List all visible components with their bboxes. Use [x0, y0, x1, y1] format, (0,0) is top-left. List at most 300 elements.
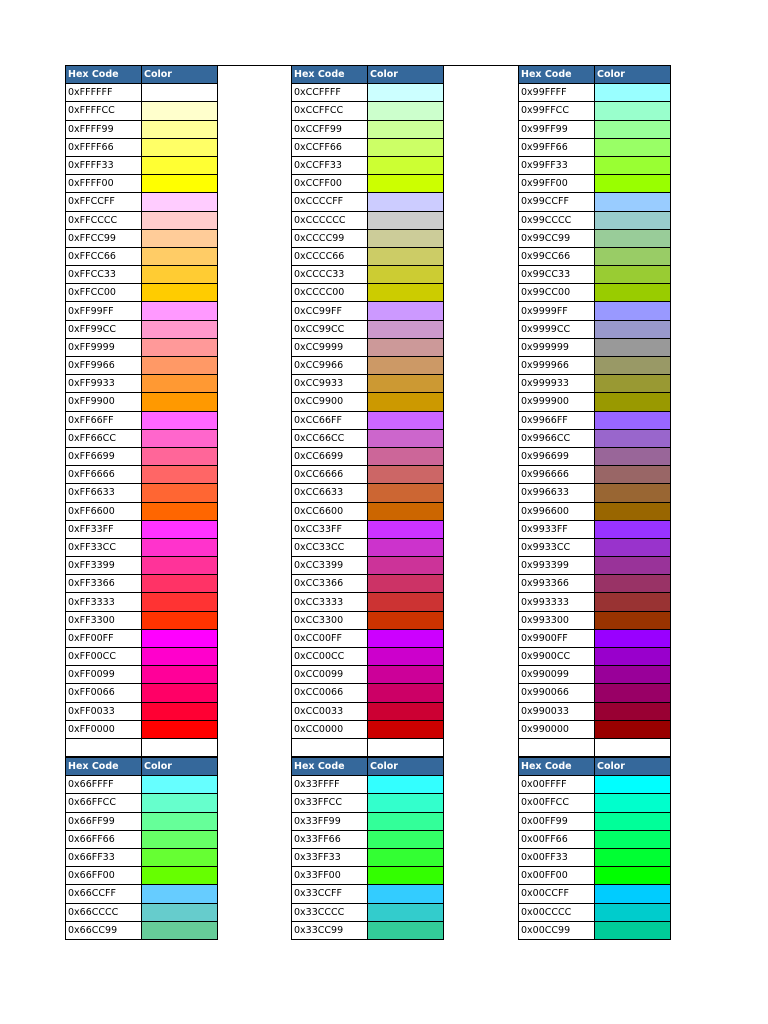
- color-swatch: [368, 102, 444, 120]
- color-swatch: [142, 138, 218, 156]
- table-row: [519, 466, 671, 484]
- color-swatch: [368, 393, 444, 411]
- hex-code-cell: 0xCC9999: [292, 338, 368, 356]
- hex-code-cell: 0x990033: [519, 702, 595, 720]
- hex-code-cell: 0xFF0099: [66, 666, 142, 684]
- table-row: [292, 776, 444, 794]
- color-swatch: [368, 812, 444, 830]
- table-row: [292, 575, 444, 593]
- hex-code-cell: 0xFF0033: [66, 702, 142, 720]
- hex-code-cell: 0xCC33FF: [292, 520, 368, 538]
- hex-code-cell: 0xFFFF00: [66, 175, 142, 193]
- table-row: [292, 867, 444, 885]
- table-row: [66, 229, 218, 247]
- color-swatch: [142, 830, 218, 848]
- table-row: [292, 120, 444, 138]
- hex-code-cell: 0xFFCC66: [66, 247, 142, 265]
- hex-code-cell: 0xCC9966: [292, 357, 368, 375]
- color-swatch: [142, 502, 218, 520]
- table-row: [519, 229, 671, 247]
- table-row: [292, 629, 444, 647]
- hex-code-cell: 0xCCFF66: [292, 138, 368, 156]
- color-swatch: [142, 411, 218, 429]
- table-row: [66, 848, 218, 866]
- hex-code-cell: 0xFF0000: [66, 720, 142, 738]
- color-swatch: [595, 266, 671, 284]
- hex-code-cell: 0xCC66FF: [292, 411, 368, 429]
- color-swatch: [595, 429, 671, 447]
- color-swatch: [368, 484, 444, 502]
- color-swatch: [142, 284, 218, 302]
- hex-code-cell: 0x00FFCC: [519, 794, 595, 812]
- table-row: [292, 175, 444, 193]
- hex-code-header: Hex Code: [292, 758, 368, 776]
- color-swatch: [142, 593, 218, 611]
- hex-code-cell: 0xCC3366: [292, 575, 368, 593]
- table-row: [519, 447, 671, 465]
- table-row: [292, 921, 444, 939]
- color-swatch: [595, 720, 671, 738]
- color-swatch: [595, 830, 671, 848]
- color-swatch: [368, 684, 444, 702]
- hex-code-cell: 0x9966FF: [519, 411, 595, 429]
- color-swatch: [142, 302, 218, 320]
- hex-code-cell: 0xFF9999: [66, 338, 142, 356]
- color-swatch: [368, 411, 444, 429]
- hex-code-cell: 0x99FF66: [519, 138, 595, 156]
- color-swatch: [595, 466, 671, 484]
- table-row: [519, 247, 671, 265]
- top-connector-line-1: [216, 65, 291, 66]
- table-row: [292, 520, 444, 538]
- table-row: [519, 629, 671, 647]
- table-row: [292, 447, 444, 465]
- hex-code-cell: 0x99FFFF: [519, 84, 595, 102]
- blank-row: [519, 738, 671, 756]
- blank-cell: [519, 738, 595, 756]
- color-swatch: [368, 320, 444, 338]
- hex-code-cell: 0x993366: [519, 575, 595, 593]
- table-row: [519, 138, 671, 156]
- color-swatch: [595, 502, 671, 520]
- table-row: [66, 885, 218, 903]
- table-row: [519, 611, 671, 629]
- hex-code-cell: 0x996666: [519, 466, 595, 484]
- table-row: [66, 903, 218, 921]
- table-row: [66, 520, 218, 538]
- hex-code-cell: 0x99FFCC: [519, 102, 595, 120]
- color-swatch: [368, 830, 444, 848]
- table-row: [66, 393, 218, 411]
- color-swatch: [368, 903, 444, 921]
- color-swatch: [142, 211, 218, 229]
- color-swatch: [595, 629, 671, 647]
- table-row: [66, 484, 218, 502]
- header-row: [292, 66, 444, 84]
- hex-code-cell: 0x996633: [519, 484, 595, 502]
- hex-code-cell: 0x66CCCC: [66, 903, 142, 921]
- color-swatch: [595, 156, 671, 174]
- hex-code-cell: 0x99FF99: [519, 120, 595, 138]
- color-header: Color: [142, 66, 218, 84]
- color-swatch: [142, 575, 218, 593]
- table-row: [66, 138, 218, 156]
- color-swatch: [595, 175, 671, 193]
- color-swatch: [595, 575, 671, 593]
- header-row: [66, 758, 218, 776]
- hex-code-cell: 0xCCFFCC: [292, 102, 368, 120]
- table-row: [519, 84, 671, 102]
- table-row: [66, 266, 218, 284]
- table-row: [66, 830, 218, 848]
- color-swatch: [142, 247, 218, 265]
- hex-code-cell: 0x66FF00: [66, 867, 142, 885]
- hex-code-cell: 0x33CCFF: [292, 885, 368, 903]
- table-row: [519, 812, 671, 830]
- table-row: [66, 320, 218, 338]
- table-row: [519, 921, 671, 939]
- hex-code-cell: 0x999966: [519, 357, 595, 375]
- color-swatch: [142, 702, 218, 720]
- blank-cell: [292, 738, 368, 756]
- hex-code-cell: 0xCC0099: [292, 666, 368, 684]
- header-row: [66, 66, 218, 84]
- color-swatch: [142, 447, 218, 465]
- header-row: [519, 758, 671, 776]
- hex-code-cell: 0xFF00CC: [66, 648, 142, 666]
- table-row: [519, 338, 671, 356]
- color-swatch: [368, 466, 444, 484]
- color-swatch: [142, 466, 218, 484]
- table-row: [292, 885, 444, 903]
- color-swatch: [595, 211, 671, 229]
- table-row: [519, 903, 671, 921]
- hex-code-cell: 0xFF3333: [66, 593, 142, 611]
- color-swatch: [368, 229, 444, 247]
- table-row: [292, 320, 444, 338]
- color-swatch: [595, 84, 671, 102]
- hex-code-cell: 0xCC6666: [292, 466, 368, 484]
- hex-code-cell: 0x996600: [519, 502, 595, 520]
- hex-code-cell: 0x66FFCC: [66, 794, 142, 812]
- table-row: [292, 812, 444, 830]
- color-swatch: [368, 357, 444, 375]
- hex-code-cell: 0xFF66FF: [66, 411, 142, 429]
- color-swatch: [368, 302, 444, 320]
- hex-code-header: Hex Code: [519, 66, 595, 84]
- color-swatch: [368, 502, 444, 520]
- color-swatch: [368, 375, 444, 393]
- hex-code-cell: 0x99CCCC: [519, 211, 595, 229]
- color-table-99: [518, 65, 671, 757]
- color-swatch: [142, 776, 218, 794]
- table-row: [519, 702, 671, 720]
- table-row: [292, 611, 444, 629]
- table-row: [292, 429, 444, 447]
- color-swatch: [368, 575, 444, 593]
- table-row: [292, 720, 444, 738]
- header-row: [292, 758, 444, 776]
- color-swatch: [595, 193, 671, 211]
- color-swatch: [595, 666, 671, 684]
- color-swatch: [142, 520, 218, 538]
- table-row: [292, 338, 444, 356]
- color-swatch: [595, 447, 671, 465]
- table-row: [292, 702, 444, 720]
- hex-code-cell: 0xFFFF33: [66, 156, 142, 174]
- hex-code-cell: 0xCCCCCC: [292, 211, 368, 229]
- table-row: [66, 429, 218, 447]
- color-swatch: [595, 538, 671, 556]
- hex-code-cell: 0x9900FF: [519, 629, 595, 647]
- table-row: [66, 175, 218, 193]
- color-swatch: [368, 776, 444, 794]
- hex-code-cell: 0xFFFF99: [66, 120, 142, 138]
- color-swatch: [368, 120, 444, 138]
- color-swatch: [368, 429, 444, 447]
- color-swatch: [368, 175, 444, 193]
- table-row: [519, 211, 671, 229]
- table-row: [66, 684, 218, 702]
- hex-code-cell: 0xCCCC99: [292, 229, 368, 247]
- table-row: [66, 357, 218, 375]
- blank-row: [292, 738, 444, 756]
- table-row: [292, 84, 444, 102]
- color-swatch: [368, 266, 444, 284]
- color-swatch: [368, 666, 444, 684]
- hex-code-cell: 0x00CCFF: [519, 885, 595, 903]
- table-row: [66, 921, 218, 939]
- table-row: [519, 484, 671, 502]
- color-swatch: [142, 648, 218, 666]
- hex-code-cell: 0xCCFF33: [292, 156, 368, 174]
- color-swatch: [368, 520, 444, 538]
- color-swatch: [595, 247, 671, 265]
- hex-code-cell: 0x99FF00: [519, 175, 595, 193]
- color-swatch: [142, 903, 218, 921]
- hex-code-cell: 0x99FF33: [519, 156, 595, 174]
- color-swatch: [595, 338, 671, 356]
- color-swatch: [595, 320, 671, 338]
- table-row: [292, 538, 444, 556]
- hex-code-cell: 0xFFCCFF: [66, 193, 142, 211]
- hex-code-cell: 0x00FF00: [519, 867, 595, 885]
- table-row: [519, 411, 671, 429]
- hex-code-cell: 0x993333: [519, 593, 595, 611]
- color-swatch: [142, 611, 218, 629]
- color-swatch: [142, 538, 218, 556]
- color-swatch: [595, 393, 671, 411]
- table-row: [66, 156, 218, 174]
- hex-code-cell: 0xFF6600: [66, 502, 142, 520]
- color-swatch: [142, 429, 218, 447]
- color-swatch: [368, 629, 444, 647]
- color-swatch: [595, 648, 671, 666]
- color-swatch: [595, 611, 671, 629]
- color-swatch: [595, 411, 671, 429]
- table-row: [66, 302, 218, 320]
- color-table-66: [65, 757, 218, 940]
- color-swatch: [368, 848, 444, 866]
- color-swatch: [595, 593, 671, 611]
- hex-code-cell: 0xCC6600: [292, 502, 368, 520]
- color-swatch: [142, 229, 218, 247]
- hex-code-cell: 0xCC99FF: [292, 302, 368, 320]
- color-header: Color: [595, 66, 671, 84]
- color-header: Color: [595, 758, 671, 776]
- color-swatch: [595, 302, 671, 320]
- hex-code-cell: 0xFFCCCC: [66, 211, 142, 229]
- hex-code-cell: 0xCCCC66: [292, 247, 368, 265]
- table-row: [66, 502, 218, 520]
- color-swatch: [595, 812, 671, 830]
- color-swatch: [142, 629, 218, 647]
- hex-code-cell: 0xCCFFFF: [292, 84, 368, 102]
- color-swatch: [595, 357, 671, 375]
- hex-code-cell: 0xFF66CC: [66, 429, 142, 447]
- table-row: [292, 903, 444, 921]
- hex-code-cell: 0xCCCCFF: [292, 193, 368, 211]
- hex-code-cell: 0x999999: [519, 338, 595, 356]
- color-swatch: [368, 84, 444, 102]
- table-row: [519, 776, 671, 794]
- hex-code-cell: 0xFFCC00: [66, 284, 142, 302]
- hex-code-cell: 0x66FF66: [66, 830, 142, 848]
- table-row: [66, 193, 218, 211]
- color-swatch: [142, 848, 218, 866]
- table-row: [519, 848, 671, 866]
- hex-code-cell: 0xFF3399: [66, 557, 142, 575]
- color-swatch: [368, 284, 444, 302]
- table-row: [519, 266, 671, 284]
- hex-code-cell: 0x33CC99: [292, 921, 368, 939]
- table-row: [519, 666, 671, 684]
- color-swatch: [368, 794, 444, 812]
- color-table-33: [291, 757, 444, 940]
- hex-code-cell: 0x990099: [519, 666, 595, 684]
- hex-code-cell: 0x33FFCC: [292, 794, 368, 812]
- hex-code-cell: 0xFF9933: [66, 375, 142, 393]
- table-row: [519, 575, 671, 593]
- color-swatch: [595, 867, 671, 885]
- table-row: [66, 247, 218, 265]
- hex-code-cell: 0xCC6633: [292, 484, 368, 502]
- table-row: [292, 466, 444, 484]
- color-swatch: [368, 156, 444, 174]
- color-swatch: [368, 885, 444, 903]
- table-row: [519, 193, 671, 211]
- table-row: [519, 885, 671, 903]
- table-row: [66, 447, 218, 465]
- color-swatch: [142, 393, 218, 411]
- hex-code-cell: 0xFF3366: [66, 575, 142, 593]
- color-swatch: [142, 885, 218, 903]
- header-row: [519, 66, 671, 84]
- table-row: [292, 794, 444, 812]
- table-row: [292, 484, 444, 502]
- hex-code-cell: 0xFFFF66: [66, 138, 142, 156]
- table-row: [519, 302, 671, 320]
- table-row: [292, 684, 444, 702]
- color-swatch: [595, 520, 671, 538]
- color-swatch: [368, 247, 444, 265]
- hex-code-cell: 0xCC3399: [292, 557, 368, 575]
- color-swatch: [368, 193, 444, 211]
- hex-code-cell: 0xCC0033: [292, 702, 368, 720]
- color-swatch: [595, 484, 671, 502]
- hex-code-cell: 0x00FFFF: [519, 776, 595, 794]
- hex-code-cell: 0xCCCC00: [292, 284, 368, 302]
- hex-code-cell: 0xCC0066: [292, 684, 368, 702]
- color-swatch: [368, 720, 444, 738]
- table-row: [292, 156, 444, 174]
- color-swatch: [142, 375, 218, 393]
- table-row: [519, 156, 671, 174]
- hex-code-cell: 0xFF33FF: [66, 520, 142, 538]
- color-swatch: [368, 648, 444, 666]
- table-row: [519, 375, 671, 393]
- color-swatch: [142, 120, 218, 138]
- hex-code-cell: 0x00FF66: [519, 830, 595, 848]
- color-swatch: [595, 921, 671, 939]
- hex-code-cell: 0x9900CC: [519, 648, 595, 666]
- hex-code-header: Hex Code: [66, 758, 142, 776]
- table-row: [292, 138, 444, 156]
- color-swatch: [142, 921, 218, 939]
- table-row: [292, 848, 444, 866]
- table-row: [519, 357, 671, 375]
- color-swatch: [595, 776, 671, 794]
- color-swatch: [368, 211, 444, 229]
- table-row: [66, 375, 218, 393]
- table-row: [292, 557, 444, 575]
- hex-code-cell: 0xFF33CC: [66, 538, 142, 556]
- color-swatch: [142, 156, 218, 174]
- hex-code-cell: 0x00CC99: [519, 921, 595, 939]
- color-swatch: [368, 538, 444, 556]
- color-swatch: [595, 375, 671, 393]
- hex-code-cell: 0x9999FF: [519, 302, 595, 320]
- table-row: [519, 867, 671, 885]
- hex-code-cell: 0xFF99FF: [66, 302, 142, 320]
- table-row: [519, 648, 671, 666]
- table-row: [292, 102, 444, 120]
- color-swatch: [142, 720, 218, 738]
- table-row: [292, 375, 444, 393]
- hex-code-cell: 0xCC00FF: [292, 629, 368, 647]
- blank-row: [66, 738, 218, 756]
- hex-code-cell: 0x33FF00: [292, 867, 368, 885]
- hex-code-cell: 0xCCFF00: [292, 175, 368, 193]
- table-row: [66, 629, 218, 647]
- hex-code-cell: 0x33FF66: [292, 830, 368, 848]
- hex-code-cell: 0x99CC66: [519, 247, 595, 265]
- table-row: [519, 684, 671, 702]
- table-row: [66, 466, 218, 484]
- hex-code-cell: 0xCCCC33: [292, 266, 368, 284]
- table-row: [519, 720, 671, 738]
- table-row: [519, 320, 671, 338]
- color-swatch: [595, 229, 671, 247]
- blank-cell: [142, 738, 218, 756]
- table-row: [66, 776, 218, 794]
- color-swatch: [142, 193, 218, 211]
- color-swatch: [142, 266, 218, 284]
- hex-code-cell: 0x00FF33: [519, 848, 595, 866]
- color-table-ff: [65, 65, 218, 757]
- hex-code-cell: 0xFFFFFF: [66, 84, 142, 102]
- table-row: [519, 175, 671, 193]
